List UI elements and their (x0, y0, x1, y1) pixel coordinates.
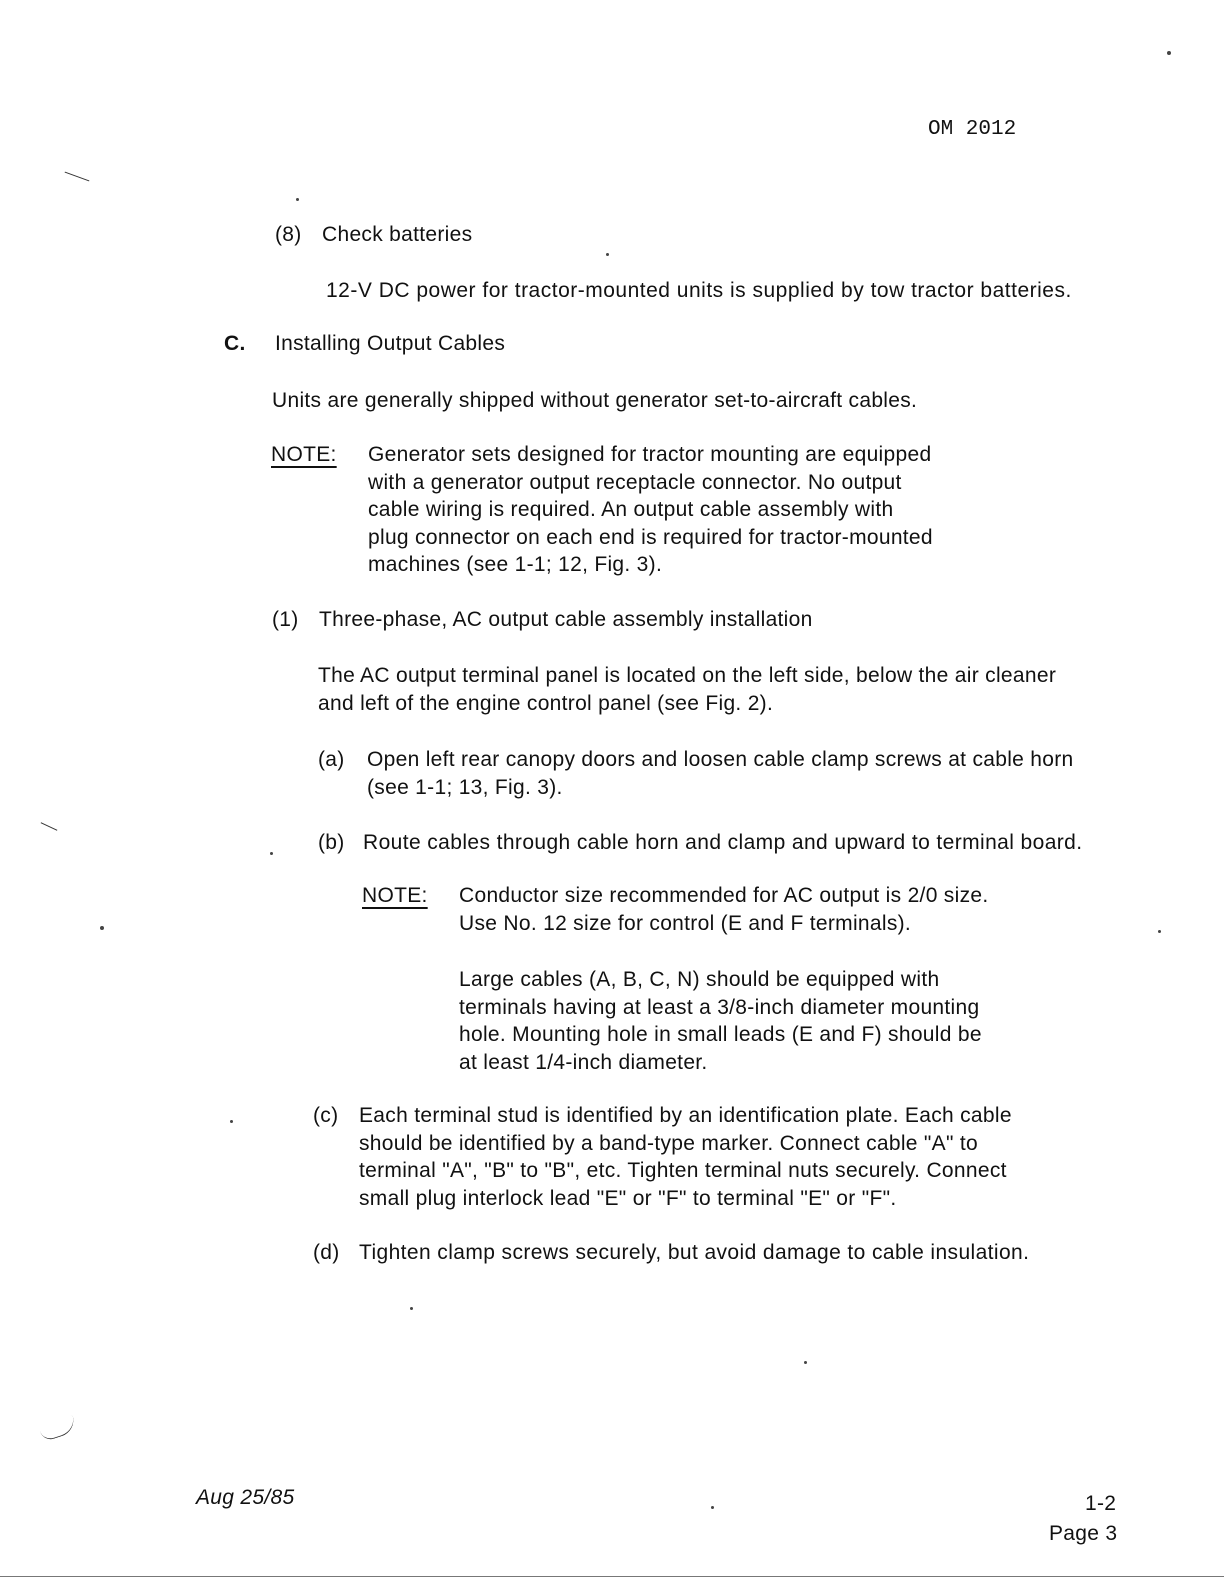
scan-mark (65, 172, 90, 182)
note-body (368, 441, 933, 579)
step-b-label: (b) (318, 831, 345, 854)
item-8-title: Check batteries (322, 223, 473, 246)
scan-speck (270, 852, 273, 855)
step-b-text: Route cables through cable horn and clamp and upward to terminal board. (363, 831, 1083, 854)
step-a-line: Open left rear canopy doors and loosen cable clamp screws at cable horn (367, 748, 1074, 771)
step-c-body (359, 1102, 1012, 1212)
scan-speck (230, 1120, 233, 1123)
note2-line: Conductor size recommended for AC output is 2/0 size. (459, 884, 989, 907)
scan-speck (804, 1361, 807, 1364)
step-1-body (318, 662, 1056, 717)
note-line: plug connector on each end is required for tractor-mounted (368, 525, 933, 549)
step-a-line: (see 1-1; 13, Fig. 3). (367, 775, 563, 799)
scan-speck (410, 1307, 413, 1310)
footer-page-number: Page 3 (1049, 1522, 1118, 1545)
scan-speck (606, 253, 609, 256)
note2-body (459, 882, 989, 937)
note-line: machines (see 1-1; 12, Fig. 3). (368, 553, 663, 576)
note-label: NOTE: (271, 443, 337, 466)
note2-line: Large cables (A, B, C, N) should be equipped with (459, 968, 940, 991)
step-1-line: and left of the engine control panel (see Fig. 2). (318, 691, 774, 715)
section-c-title: Installing Output Cables (275, 332, 506, 355)
note2-label: NOTE: (362, 884, 428, 907)
note2-line: terminals having at least a 3/8-inch diameter mounting (459, 995, 980, 1019)
note2-line: Use No. 12 size for control (E and F terminals). (459, 911, 912, 935)
scan-mark (38, 1415, 77, 1442)
step-1-title: Three-phase, AC output cable assembly installation (319, 608, 813, 631)
doc-number: OM 2012 (928, 118, 1017, 141)
step-c-line: terminal "A", "B" to "B", etc. Tighten terminal nuts securely. Connect (359, 1159, 1007, 1182)
note2-body-2 (459, 966, 982, 1076)
scan-speck (100, 926, 104, 930)
step-a-label: (a) (318, 748, 345, 771)
scan-mark (41, 822, 58, 831)
scan-bottom-edge (0, 1576, 1224, 1577)
item-8-number: (8) (275, 223, 302, 246)
note-line: Generator sets designed for tractor mounting are equipped (368, 443, 932, 466)
scan-speck (1158, 930, 1161, 933)
note-line: with a generator output receptacle connector. No output (368, 470, 902, 494)
step-c-line: small plug interlock lead "E" or "F" to terminal "E" or "F". (359, 1186, 897, 1210)
step-a-body (367, 746, 1074, 801)
note2-line: at least 1/4-inch diameter. (459, 1050, 708, 1074)
step-d-text: Tighten clamp screws securely, but avoid damage to cable insulation. (359, 1241, 1030, 1264)
step-1-number: (1) (272, 608, 299, 631)
section-c-letter: C. (224, 332, 246, 355)
section-c-text: Units are generally shipped without generator set-to-aircraft cables. (272, 389, 918, 412)
item-8-text: 12-V DC power for tractor-mounted units is supplied by tow tractor batteries. (326, 279, 1072, 302)
note2-line: hole. Mounting hole in small leads (E and F) should be (459, 1023, 982, 1046)
step-1-line: The AC output terminal panel is located on the left side, below the air cleaner (318, 664, 1057, 687)
note-line: cable wiring is required. An output cable assembly with (368, 498, 894, 521)
step-d-label: (d) (313, 1241, 340, 1264)
step-c-line: should be identified by a band-type marker. Connect cable "A" to (359, 1131, 978, 1155)
footer-date: Aug 25/85 (196, 1486, 295, 1509)
step-c-line: Each terminal stud is identified by an identification plate. Each cable (359, 1104, 1012, 1127)
scan-speck (1167, 51, 1171, 55)
step-c-label: (c) (313, 1104, 339, 1127)
footer-section: 1-2 (1085, 1492, 1117, 1515)
scan-speck (296, 198, 299, 201)
scan-speck (711, 1506, 714, 1509)
